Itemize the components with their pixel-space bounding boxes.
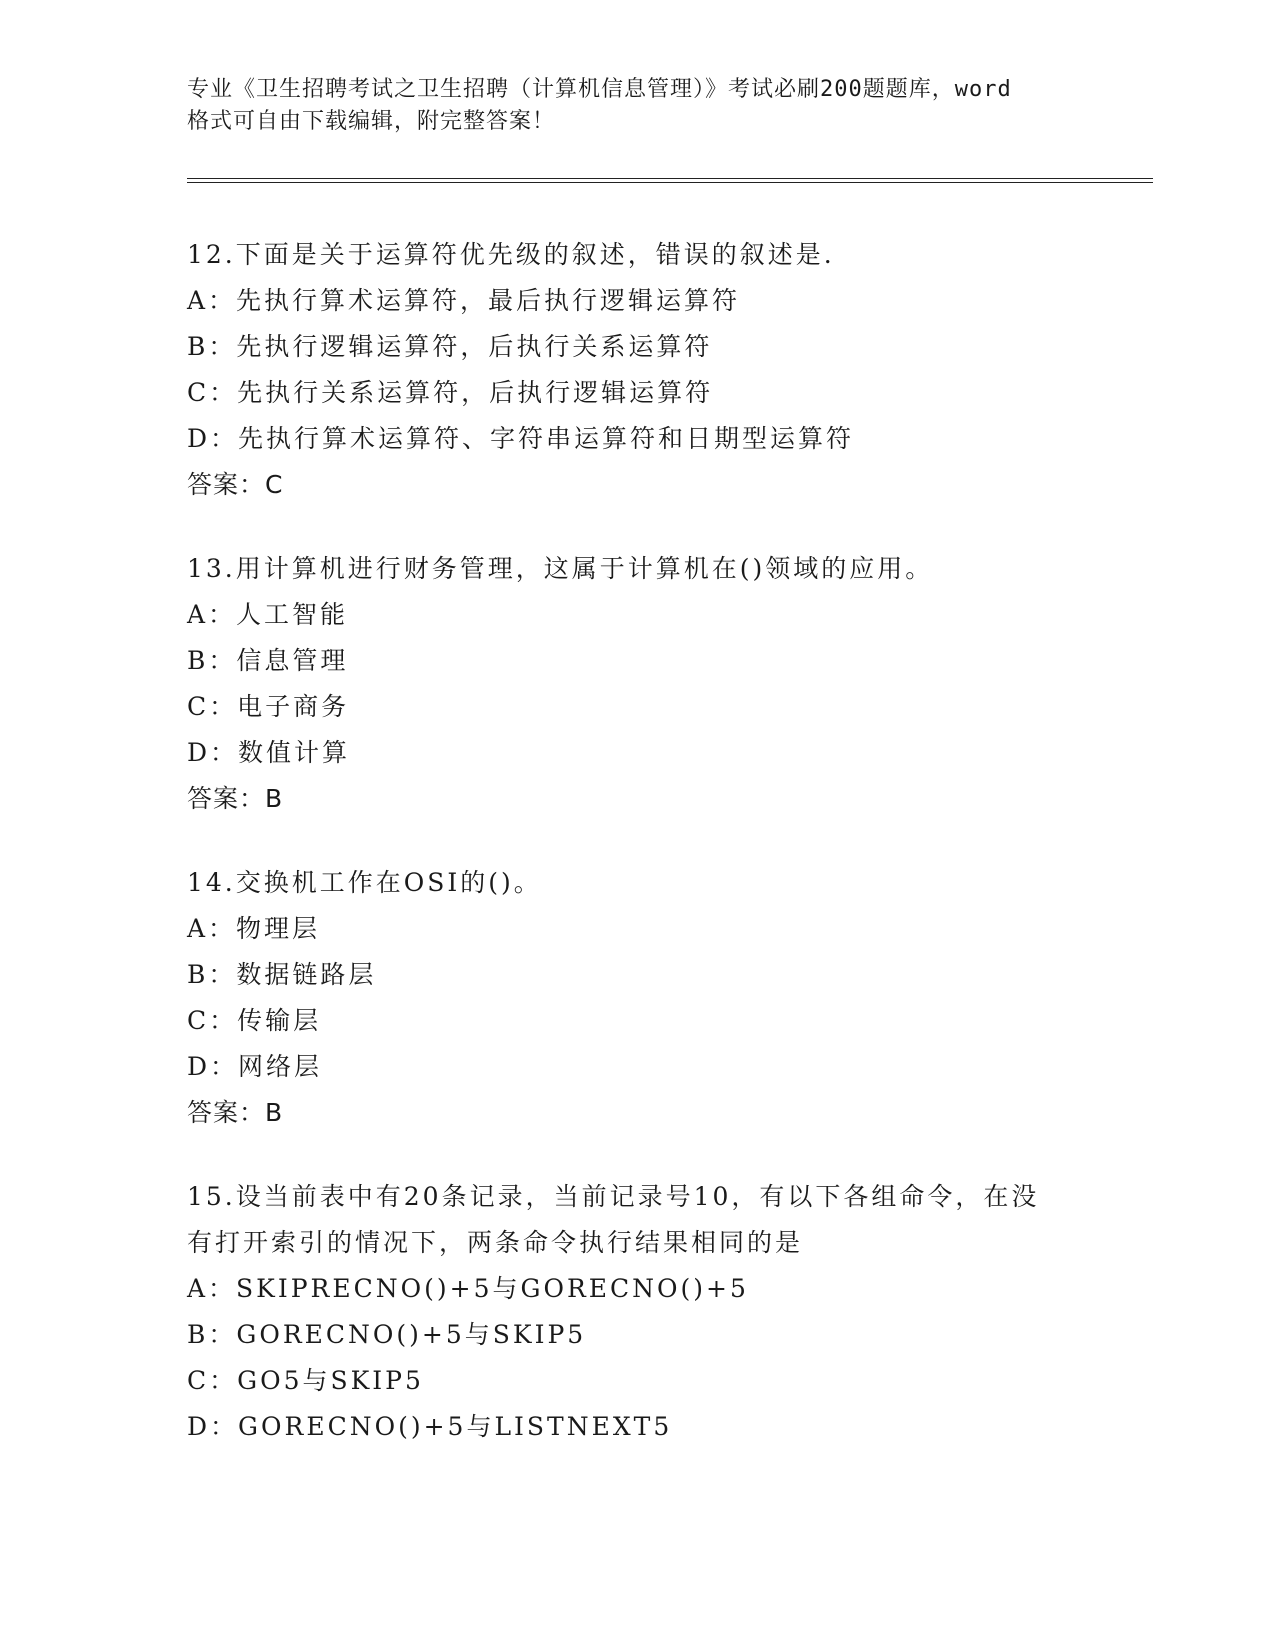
- option-d: D：数值计算: [187, 738, 351, 767]
- option-b: B：数据链路层: [187, 960, 377, 989]
- header-divider-top: [187, 178, 1153, 179]
- header-title-line-2: 格式可自由下载编辑，附完整答案！: [187, 109, 556, 134]
- option-a: A：人工智能: [187, 600, 349, 629]
- question-text: 12.下面是关于运算符优先级的叙述，错误的叙述是.: [187, 240, 835, 269]
- option-a: A：物理层: [187, 914, 321, 943]
- option-d: D：网络层: [187, 1052, 323, 1081]
- question-list: [187, 232, 1087, 1488]
- document-header: [187, 74, 1087, 138]
- option-c: C：传输层: [187, 1006, 322, 1035]
- question-text: 13.用计算机进行财务管理，这属于计算机在()领域的应用。: [187, 554, 934, 583]
- option-a: A：先执行算术运算符，最后执行逻辑运算符: [187, 286, 741, 315]
- question-text: 14.交换机工作在OSI的()。: [187, 868, 542, 897]
- option-d: D：GORECNO()+5与LISTNEXT5: [187, 1412, 673, 1441]
- question-15: [187, 1174, 1087, 1450]
- answer-line: 答案：B: [187, 1098, 284, 1127]
- option-b: B：信息管理: [187, 646, 349, 675]
- answer-line: 答案：B: [187, 784, 284, 813]
- header-divider-bottom: [187, 182, 1153, 183]
- question-14: [187, 860, 1087, 1136]
- option-d: D：先执行算术运算符、字符串运算符和日期型运算符: [187, 424, 855, 453]
- option-b: B：GORECNO()+5与SKIP5: [187, 1320, 587, 1349]
- option-a: A：SKIPRECNO()+5与GORECNO()+5: [187, 1274, 749, 1303]
- option-c: C：GO5与SKIP5: [187, 1366, 424, 1395]
- option-c: C：先执行关系运算符，后执行逻辑运算符: [187, 378, 714, 407]
- question-12: [187, 232, 1087, 508]
- question-text-line-1: 15.设当前表中有20条记录，当前记录号10，有以下各组命令，在没: [187, 1182, 1040, 1211]
- question-13: [187, 546, 1087, 822]
- option-c: C：电子商务: [187, 692, 350, 721]
- header-title-line-1: 专业《卫生招聘考试之卫生招聘（计算机信息管理）》考试必刷200题题库，word: [187, 77, 1012, 102]
- question-text-line-2: 有打开索引的情况下，两条命令执行结果相同的是: [187, 1228, 804, 1257]
- answer-line: 答案：C: [187, 470, 284, 499]
- option-b: B：先执行逻辑运算符，后执行关系运算符: [187, 332, 713, 361]
